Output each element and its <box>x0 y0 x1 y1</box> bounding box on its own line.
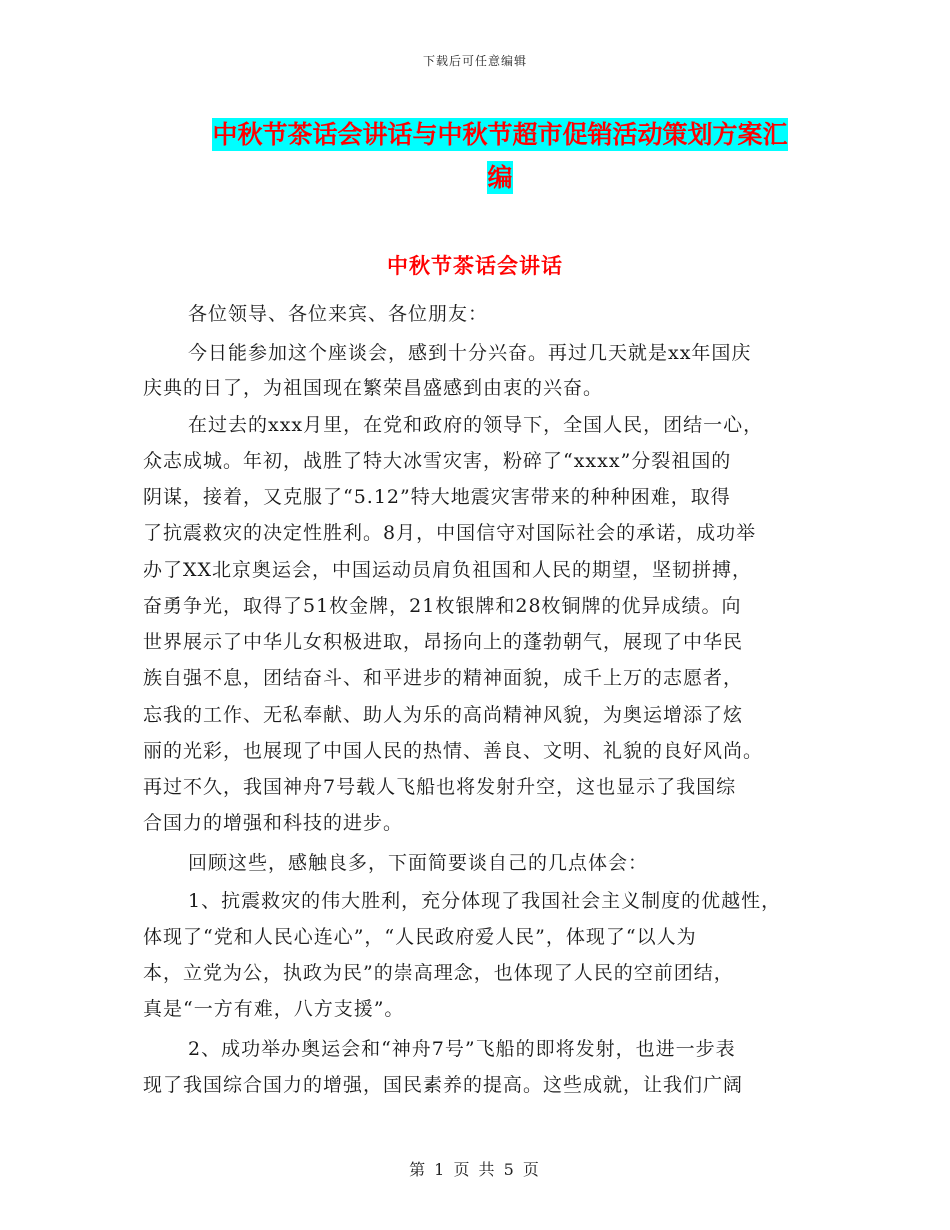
body-line: 2、成功举办奥运会和“神舟7号”飞船的即将发射，也进一步表 <box>188 1038 736 1060</box>
body-line: 体现了“党和人民心连心”，“人民政府爱人民”，体现了“以人为 <box>143 926 697 948</box>
body-line: 族自强不息，团结奋斗、和平进步的精神面貌，成千上万的志愿者， <box>143 667 744 689</box>
body-line: 各位领导、各位来宾、各位朋友： <box>188 303 489 325</box>
title-line-2: 编 <box>487 163 513 192</box>
body-line: 再过不久，我国神舟7号载人飞船也将发射升空，这也显示了我国综 <box>143 776 737 798</box>
body-line: 众志成城。年初，战胜了特大冰雪灾害，粉碎了“xxxx”分裂祖国的 <box>143 450 732 472</box>
body-line: 本，立党为公，执政为民”的崇高理念，也体现了人民的空前团结， <box>143 962 734 984</box>
body-line: 庆典的日了，为祖国现在繁荣昌盛感到由衷的兴奋。 <box>143 377 604 399</box>
section-title: 中秋节茶话会讲话 <box>387 253 563 278</box>
title-line-1: 中秋节茶话会讲话与中秋节超市促销活动策划方案汇 <box>212 120 788 149</box>
body-line: 办了XX北京奥运会，中国运动员肩负祖国和人民的期望，坚韧拼搏， <box>143 559 753 581</box>
body-line: 1、抗震救灾的伟大胜利，充分体现了我国社会主义制度的优越性， <box>188 890 782 912</box>
body-line: 今日能参加这个座谈会，感到十分兴奋。再过几天就是xx年国庆 <box>188 342 752 364</box>
body-line: 合国力的增强和科技的进步。 <box>143 812 404 834</box>
header-note: 下载后可任意编辑 <box>422 54 527 68</box>
body-line: 奋勇争光，取得了51枚金牌，21枚银牌和28枚铜牌的优异成绩。向 <box>143 595 742 617</box>
body-line: 回顾这些，感触良多，下面简要谈自己的几点体会： <box>188 852 649 874</box>
body-line: 世界展示了中华儿女积极进取，昂扬向上的蓬勃朝气，展现了中华民 <box>143 631 744 653</box>
page-number-footer: 第 1 页 共 5 页 <box>409 1160 541 1179</box>
body-line: 阴谋，接着，又克服了“5.12”特大地震灾害带来的种种困难，取得 <box>143 486 731 508</box>
body-line: 现了我国综合国力的增强，国民素养的提高。这些成就，让我们广阔 <box>143 1074 744 1096</box>
body-line: 了抗震救灾的决定性胜利。8月，中国信守对国际社会的承诺，成功举 <box>143 522 757 544</box>
body-line: 丽的光彩，也展现了中国人民的热情、善良、文明、礼貌的良好风尚。 <box>143 740 764 762</box>
body-line: 忘我的工作、无私奉献、助人为乐的高尚精神风貌，为奥运增添了炫 <box>143 704 744 726</box>
body-line: 真是“一方有难，八方支援”。 <box>143 998 405 1020</box>
body-line: 在过去的xxx月里，在党和政府的领导下，全国人民，团结一心， <box>188 414 764 436</box>
